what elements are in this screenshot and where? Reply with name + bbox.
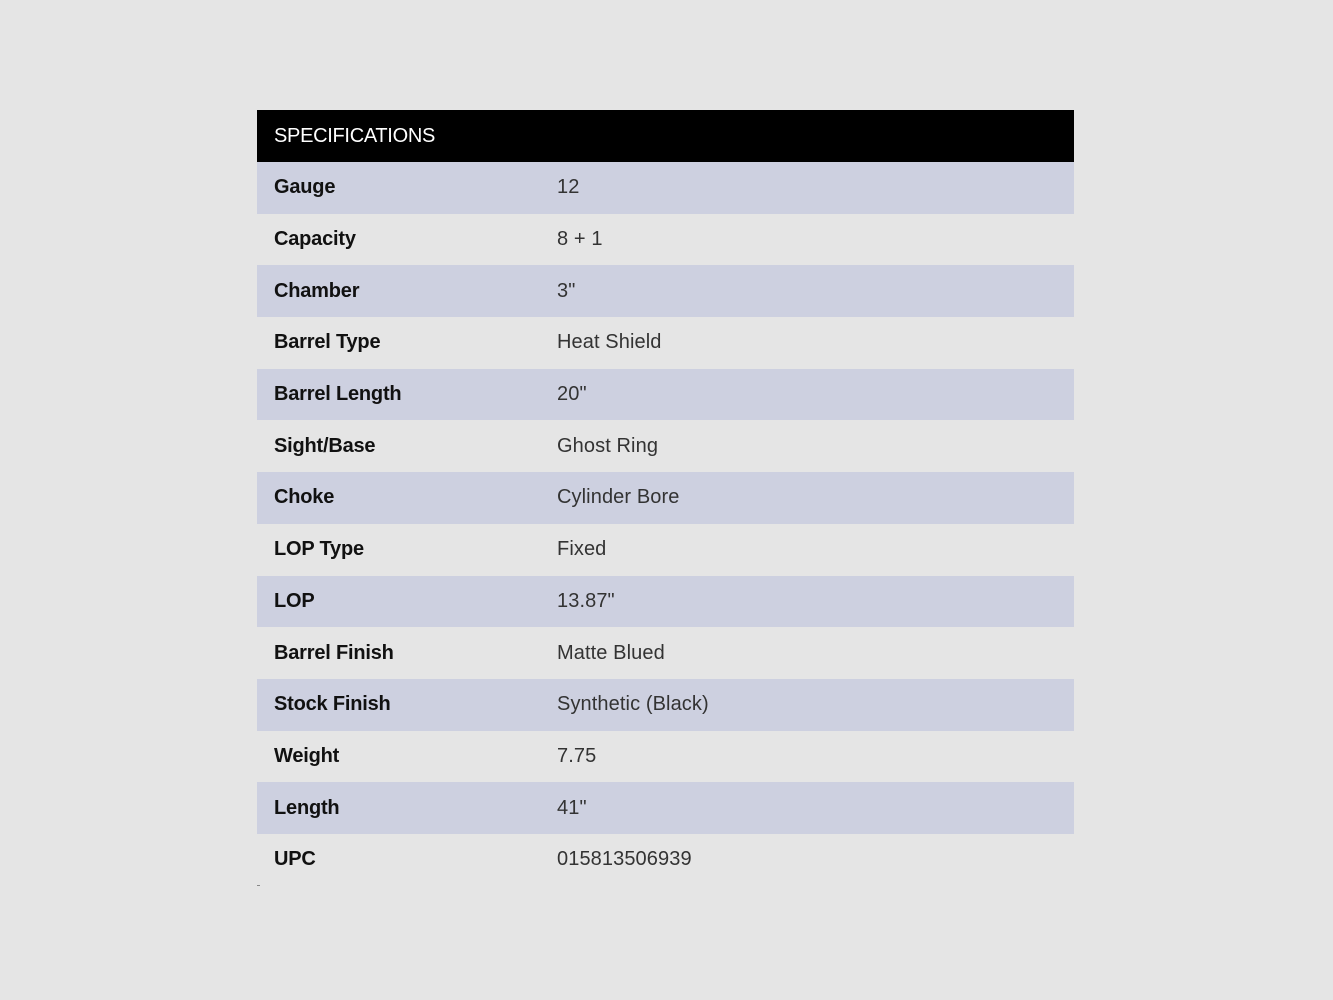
spec-row-length [257, 782, 1074, 834]
spec-row-barrel-length [257, 369, 1074, 421]
spec-value: Ghost Ring [557, 434, 659, 457]
spec-value: 8 + 1 [557, 228, 603, 251]
spec-value: 41" [557, 796, 587, 819]
spec-label: UPC [274, 848, 316, 871]
spec-row-capacity [257, 214, 1074, 266]
spec-row-barrel-finish [257, 627, 1074, 679]
spec-label: Barrel Length [274, 383, 402, 406]
spec-label: Barrel Finish [274, 641, 394, 664]
specifications-header [257, 110, 1074, 162]
spec-label: Length [274, 796, 340, 819]
spec-label: Barrel Type [274, 331, 381, 354]
spec-value: 12 [557, 176, 580, 199]
spec-label: Capacity [274, 228, 356, 251]
spec-label: Chamber [274, 279, 360, 302]
spec-value: Synthetic (Black) [557, 693, 709, 716]
spec-row-stock-finish [257, 679, 1074, 731]
spec-value: Heat Shield [557, 331, 662, 354]
spec-value: 13.87" [557, 589, 615, 612]
spec-label: Sight/Base [274, 434, 376, 457]
spec-value: Fixed [557, 538, 607, 561]
spec-value: 7.75 [557, 744, 597, 767]
spec-row-gauge [257, 162, 1074, 214]
spec-row-lop-type [257, 524, 1074, 576]
spec-row-choke [257, 472, 1074, 524]
specifications-table [257, 110, 1074, 886]
spec-row-barrel-type [257, 317, 1074, 369]
spec-value: Matte Blued [557, 641, 665, 664]
spec-row-upc [257, 834, 1074, 886]
divider-mark [257, 885, 260, 886]
spec-row-sight-base [257, 420, 1074, 472]
spec-value: 015813506939 [557, 848, 692, 871]
spec-value: Cylinder Bore [557, 486, 680, 509]
spec-label: Weight [274, 744, 340, 767]
spec-label: Stock Finish [274, 693, 391, 716]
spec-row-lop [257, 576, 1074, 628]
spec-value: 20" [557, 383, 587, 406]
spec-row-chamber [257, 265, 1074, 317]
spec-label: LOP [274, 589, 315, 612]
spec-label: LOP Type [274, 538, 364, 561]
spec-label: Choke [274, 486, 335, 509]
spec-row-weight [257, 731, 1074, 783]
spec-label: Gauge [274, 176, 336, 199]
spec-value: 3" [557, 279, 576, 302]
specifications-title: SPECIFICATIONS [274, 124, 436, 147]
